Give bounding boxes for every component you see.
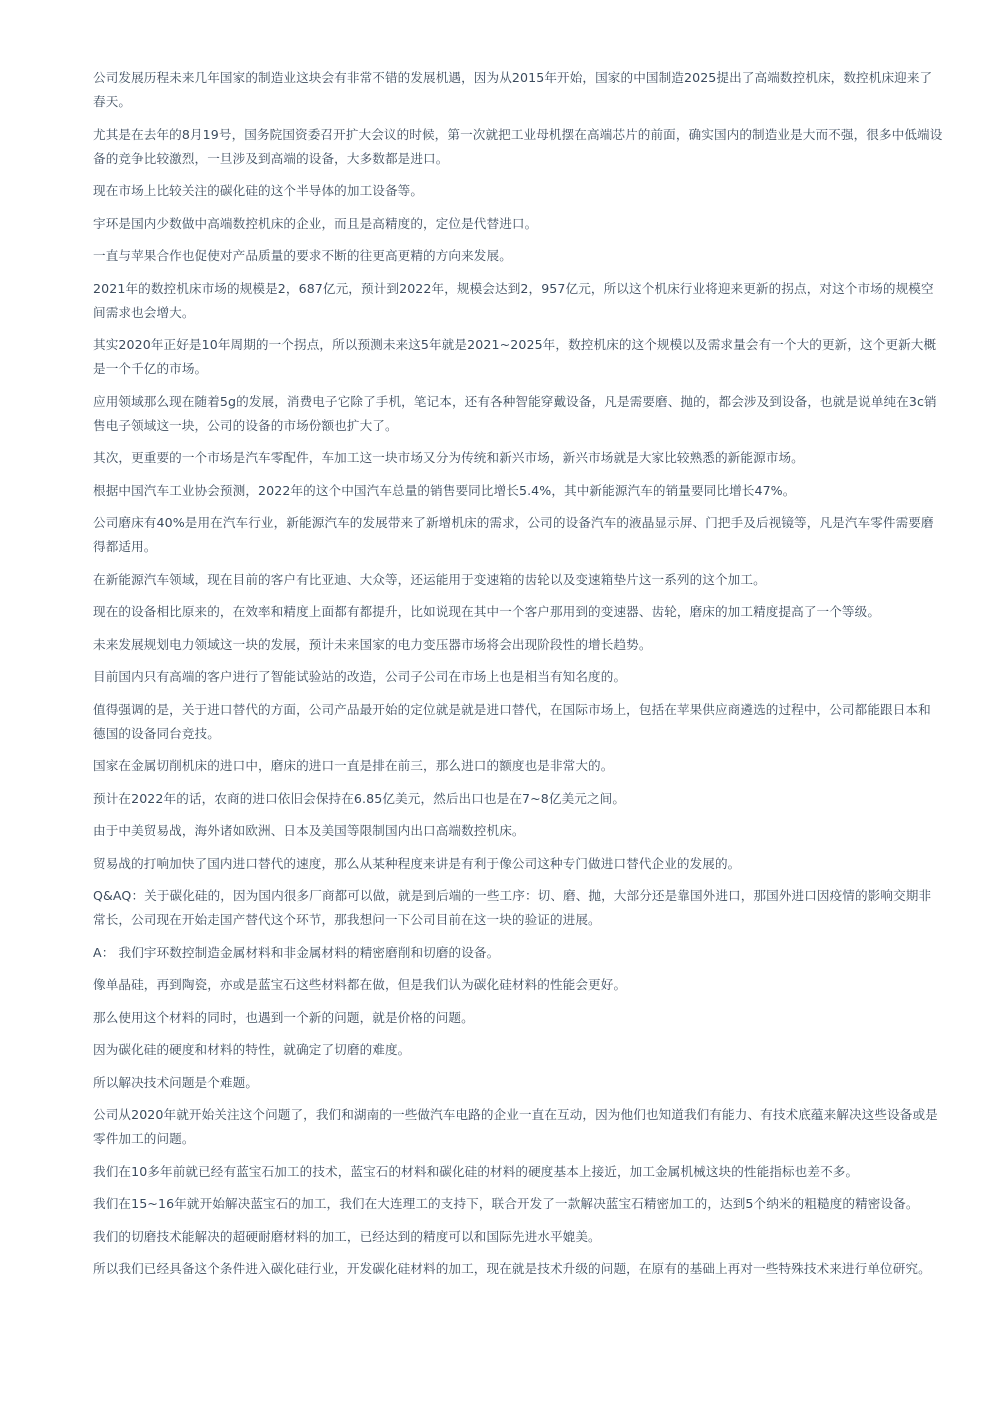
paragraph: 现在市场上比较关注的碳化硅的这个半导体的加工设备等。 bbox=[93, 183, 424, 198]
paragraph: 我们在15~16年就开始解决蓝宝石的加工，我们在大连理工的支持下，联合开发了一款解决蓝宝石精密加工的，达到5个纳米的粗糙度的精密设备。 bbox=[93, 1196, 919, 1211]
paragraph: 一直与苹果合作也促使对产品质量的要求不断的往更高更精的方向来发展。 bbox=[93, 248, 512, 263]
paragraph: 预计在2022年的话，农商的进口依旧会保持在6.85亿美元，然后出口也是在7~8亿美元之间。 bbox=[93, 790, 626, 806]
paragraph: 像单晶硅，再到陶瓷，亦或是蓝宝石这些材料都在做，但是我们认为碳化硅材料的性能会更好。 bbox=[93, 977, 627, 992]
paragraph: 其实2020年正好是10年周期的一个拐点，所以预测未来这5年就是2021~2025年，数控机床的这个规模以及需求量会有一个大的更新，这个更新大概是一个千亿的市场。 bbox=[93, 337, 937, 376]
qa-answer-paragraph: A： 我们宇环数控制造金属材料和非金属材料的精密磨削和切磨的设备。 bbox=[93, 944, 500, 960]
paragraph: 我们在10多年前就已经有蓝宝石加工的技术，蓝宝石的材料和碳化硅的材料的硬度基本上接近，加工金属机械这块的性能指标也差不多。 bbox=[93, 1163, 859, 1179]
paragraph: 2021年的数控机床市场的规模是2，687亿元，预计到2022年，规模会达到2，957亿元，所以这个机床行业将迎来更新的拐点，对这个市场的规模空间需求也会增大。 bbox=[93, 280, 934, 320]
paragraph: 在新能源汽车领域，现在目前的客户有比亚迪、大众等，还运能用于变速箱的齿轮以及变速箱垫片这一系列的这个加工。 bbox=[93, 571, 766, 587]
paragraph: 公司从2020年就开始关注这个问题了，我们和湖南的一些做汽车电路的企业一直在互动，因为他们也知道我们有能力、有技术底蕴来解决这些设备或是零件加工的问题。 bbox=[93, 1107, 938, 1146]
paragraph: 宇环是国内少数做中高端数控机床的企业，而且是高精度的，定位是代替进口。 bbox=[93, 215, 538, 231]
paragraph: 未来发展规划电力领域这一块的发展，预计未来国家的电力变压器市场将会出现阶段性的增长趋势。 bbox=[93, 636, 652, 652]
paragraph: 尤其是在去年的8月19号，国务院国资委召开扩大会议的时候，第一次就把工业母机摆在高端芯片的前面，确实国内的制造业是大而不强，很多中低端设备的竞争比较激烈，一旦涉及到高端的设备，大多数都是进口。 bbox=[93, 126, 943, 166]
paragraph: 所以解决技术问题是个难题。 bbox=[93, 1074, 259, 1090]
paragraph: 我们的切磨技术能解决的超硬耐磨材料的加工，已经达到的精度可以和国际先进水平媲美。 bbox=[93, 1228, 601, 1244]
paragraph: 公司磨床有40%是用在汽车行业，新能源汽车的发展带来了新增机床的需求，公司的设备汽车的液晶显示屏、门把手及后视镜等，凡是汽车零件需要磨得都适用。 bbox=[93, 515, 934, 554]
document-body bbox=[93, 66, 943, 1290]
paragraph: 值得强调的是，关于进口替代的方面，公司产品最开始的定位就是就是进口替代，在国际市场上，包括在苹果供应商遴选的过程中，公司都能跟日本和德国的设备同台竞技。 bbox=[93, 701, 931, 741]
paragraph: 应用领域那么现在随着5g的发展，消费电子它除了手机，笔记本，还有各种智能穿戴设备，凡是需要磨、抛的，都会涉及到设备，也就是说单纯在3c销售电子领域这一块，公司的设备的市场份额也扩大了。 bbox=[93, 393, 937, 433]
paragraph: 目前国内只有高端的客户进行了智能试验站的改造，公司子公司在市场上也是相当有知名度的。 bbox=[93, 669, 627, 684]
paragraph: 国家在金属切削机床的进口中，磨床的进口一直是排在前三，那么进口的额度也是非常大的。 bbox=[93, 758, 614, 773]
paragraph: 所以我们已经具备这个条件进入碳化硅行业，开发碳化硅材料的加工，现在就是技术升级的问题，在原有的基础上再对一些特殊技术来进行单位研究。 bbox=[93, 1261, 931, 1276]
paragraph: 因为碳化硅的硬度和材料的特性，就确定了切磨的难度。 bbox=[93, 1042, 411, 1057]
paragraph: 其次，更重要的一个市场是汽车零配件，车加工这一块市场又分为传统和新兴市场，新兴市场就是大家比较熟悉的新能源市场。 bbox=[93, 450, 804, 465]
paragraph: 根据中国汽车工业协会预测，2022年的这个中国汽车总量的销售要同比增长5.4%，其中新能源汽车的销量要同比增长47%。 bbox=[93, 482, 796, 498]
paragraph: 由于中美贸易战，海外诸如欧洲、日本及美国等限制国内出口高端数控机床。 bbox=[93, 823, 525, 838]
paragraph: 贸易战的打响加快了国内进口替代的速度，那么从某种程度来讲是有利于像公司这种专门做进口替代企业的发展的。 bbox=[93, 855, 741, 871]
paragraph: 现在的设备相比原来的，在效率和精度上面都有都提升，比如说现在其中一个客户那用到的变速器、齿轮，磨床的加工精度提高了一个等级。 bbox=[93, 604, 881, 619]
paragraph: 那么使用这个材料的同时，也遇到一个新的问题，就是价格的问题。 bbox=[93, 1009, 474, 1025]
qa-question-paragraph: Q&AQ：关于碳化硅的，因为国内很多厂商都可以做，就是到后端的一些工序：切、磨、抛，大部分还是靠国外进口，那国外进口因疫情的影响交期非常长，公司现在开始走国产替代这个环节，那我想问一下公司目前在这一块的验证的进展。 bbox=[93, 888, 932, 927]
paragraph: 公司发展历程未来几年国家的制造业这块会有非常不错的发展机遇，因为从2015年开始，国家的中国制造2025提出了高端数控机床，数控机床迎来了春天。 bbox=[93, 70, 933, 109]
